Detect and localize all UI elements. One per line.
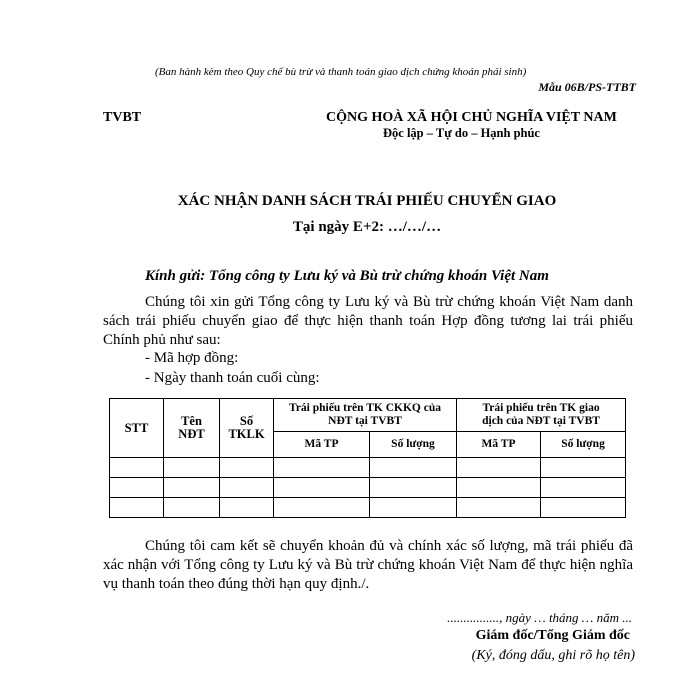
issued-note: (Ban hành kèm theo Quy chế bù trừ và thanh toán giao dịch chứng khoán phái sinh)	[155, 66, 527, 78]
signature-note: (Ký, đóng dấu, ghi rõ họ tên)	[471, 648, 635, 663]
intro-paragraph	[103, 293, 633, 350]
intro-paragraph-text: Chúng tôi xin gửi Tổng công ty Lưu ký và Bù trừ chứng khoán Việt Nam danh sách trái phiếu chuyển giao để thực hiện thanh toán Hợp đồng tương lai trái phiếu Chính phủ như sau:	[103, 294, 633, 348]
table-cell[interactable]	[164, 458, 220, 478]
table-row	[110, 478, 626, 498]
table-cell[interactable]	[370, 478, 457, 498]
header-account-number-line2: TKLK	[228, 427, 265, 441]
header-investor-name-line1: Tên	[181, 414, 202, 428]
commitment-paragraph	[103, 537, 633, 594]
header-group1-line2: NĐT tại TVBT	[328, 415, 402, 427]
signature-date-line: ................, ngày … tháng … năm ...	[447, 610, 632, 625]
national-title: CỘNG HOÀ XÃ HỘI CHỦ NGHĨA VIỆT NAM	[326, 110, 617, 125]
table-cell[interactable]	[457, 478, 541, 498]
header-bond-code-2: Mã TP	[457, 432, 541, 458]
header-account-number-line1: Số	[239, 414, 254, 428]
organization-code: TVBT	[103, 110, 142, 125]
table-cell[interactable]	[541, 498, 626, 518]
header-group1-line1: Trái phiếu trên TK CKKQ của	[289, 402, 441, 414]
table-cell[interactable]	[370, 498, 457, 518]
table-cell[interactable]	[110, 458, 164, 478]
table-cell[interactable]	[274, 458, 370, 478]
header-investor-name	[164, 399, 220, 458]
signer-role: Giám đốc/Tổng Giám đốc	[475, 628, 630, 643]
header-group2-line1: Trái phiếu trên TK giao	[482, 402, 600, 414]
table-cell[interactable]	[457, 458, 541, 478]
header-quantity-2: Số lượng	[541, 432, 626, 458]
header-group-collateral-account	[274, 399, 457, 432]
header-bond-code-1: Mã TP	[274, 432, 370, 458]
table-cell[interactable]	[274, 498, 370, 518]
table-cell[interactable]	[220, 498, 274, 518]
table-cell[interactable]	[220, 478, 274, 498]
header-group-trading-account	[457, 399, 626, 432]
header-stt: STT	[110, 399, 164, 458]
table-cell[interactable]	[370, 458, 457, 478]
table-cell[interactable]	[541, 458, 626, 478]
commitment-paragraph-text: Chúng tôi cam kết sẽ chuyển khoản đủ và chính xác số lượng, mã trái phiếu đã xác nhận với Tổng công ty Lưu ký và Bù trừ chứng khoán Việt Nam để thực hiện nghĩa vụ thanh toán theo đúng thời hạn quy định./.	[103, 538, 633, 592]
header-account-number	[220, 399, 274, 458]
form-code: Mẫu 06B/PS-TTBT	[538, 80, 636, 94]
table-cell[interactable]	[274, 478, 370, 498]
last-payment-date-line: - Ngày thanh toán cuối cùng:	[145, 370, 320, 386]
table-header-row	[110, 399, 626, 432]
table-row	[110, 458, 626, 478]
header-quantity-1: Số lượng	[370, 432, 457, 458]
national-motto: Độc lập – Tự do – Hạnh phúc	[383, 126, 540, 140]
table-cell[interactable]	[164, 498, 220, 518]
document-title: XÁC NHẬN DANH SÁCH TRÁI PHIẾU CHUYỂN GIAO	[177, 193, 557, 209]
table-cell[interactable]	[164, 478, 220, 498]
greeting: Kính gửi: Tổng công ty Lưu ký và Bù trừ chứng khoán Việt Nam	[145, 268, 549, 284]
table-cell[interactable]	[110, 498, 164, 518]
table-row	[110, 498, 626, 518]
table-cell[interactable]	[457, 498, 541, 518]
contract-code-line: - Mã hợp đồng:	[145, 350, 239, 366]
header-investor-name-line2: NĐT	[178, 427, 205, 441]
table-cell[interactable]	[110, 478, 164, 498]
document-date-line: Tại ngày E+2: …/…/…	[292, 219, 442, 235]
bond-transfer-table	[109, 398, 626, 518]
table-cell[interactable]	[541, 478, 626, 498]
table-cell[interactable]	[220, 458, 274, 478]
header-group2-line2: dịch của NĐT tại TVBT	[482, 415, 600, 427]
